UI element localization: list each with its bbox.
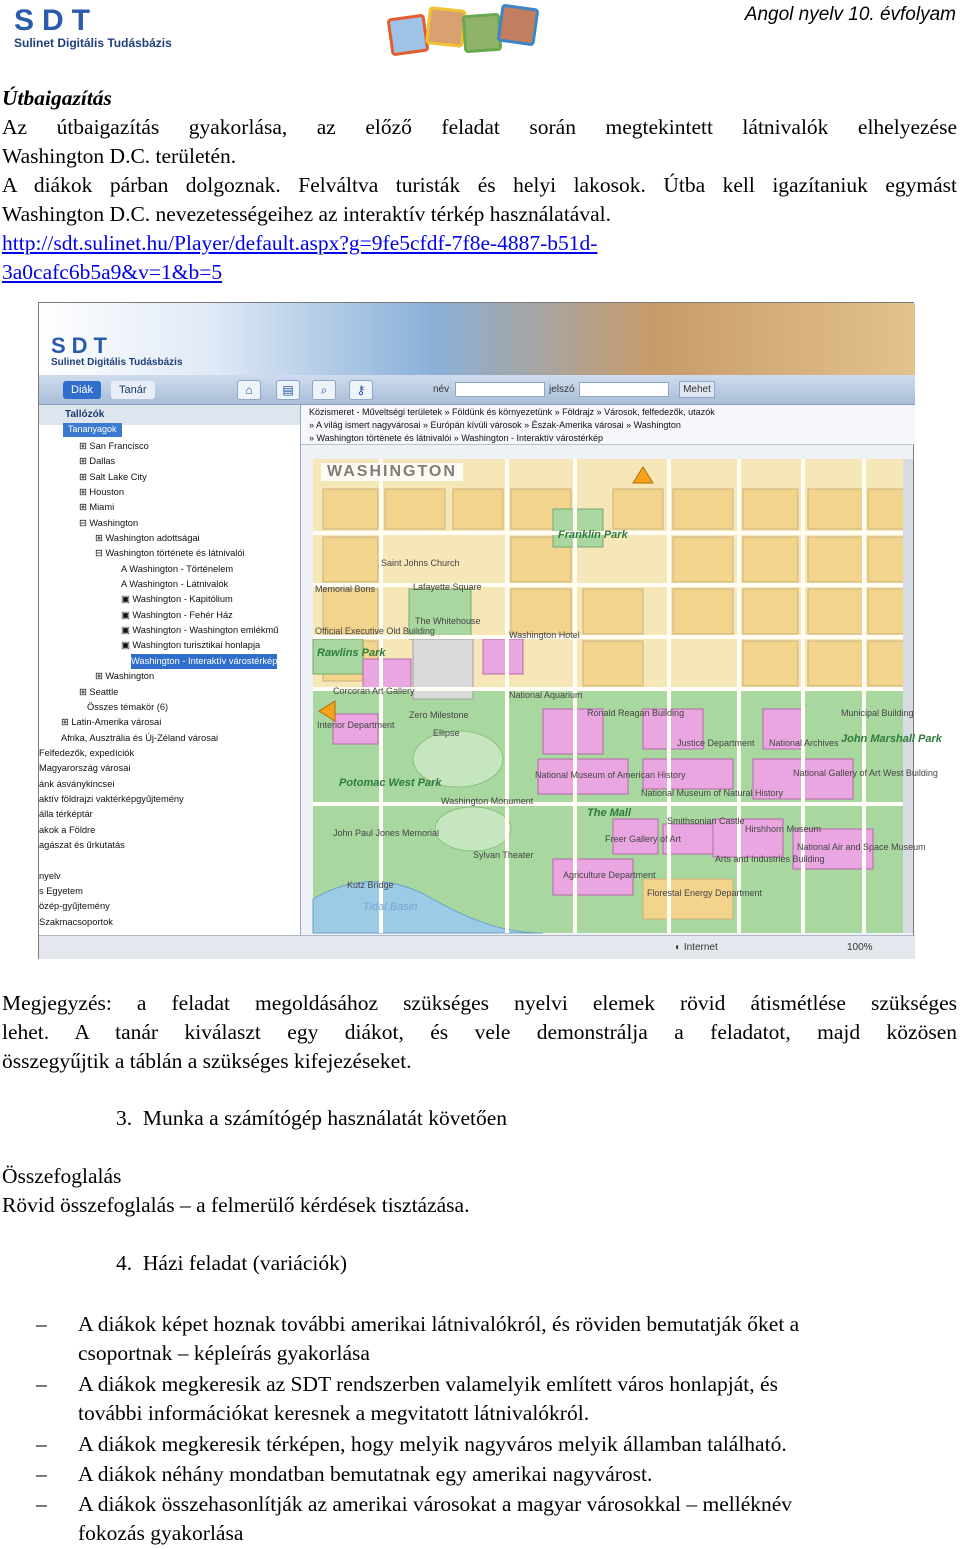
map-label[interactable]: Municipal Building [841, 708, 914, 718]
tree-item[interactable]: ⊞ Seattle [79, 686, 119, 697]
list-dash: – [36, 1312, 47, 1336]
map-label[interactable]: Arts and Industries Building [715, 854, 825, 864]
map-label[interactable]: Agriculture Department [563, 870, 656, 880]
document-icon[interactable]: ▤ [276, 380, 300, 400]
logo-subtitle: Sulinet Digitális Tudásbázis [14, 36, 172, 50]
tree-item[interactable]: álla térképtár [39, 809, 93, 820]
map-label[interactable]: Corcoran Art Gallery [333, 686, 415, 696]
list-item-line-2: fokozás gyakorlása [78, 1521, 244, 1545]
tree-item[interactable]: A Washington - Történelem [121, 563, 234, 574]
breadcrumb-line-3[interactable]: » Washington története és látnivalói » Washington - Interaktív várostérkép [309, 433, 603, 443]
map-label[interactable]: National Air and Space Museum [797, 842, 926, 852]
name-input[interactable] [455, 382, 545, 397]
map-label[interactable]: Washington Hotel [509, 630, 580, 640]
tree-item[interactable]: ▣ Washington - Kapitólium [121, 594, 233, 605]
map-label[interactable]: Kutz Bridge [347, 880, 394, 890]
tree-item[interactable]: ▣ Washington turisztikai honlapja [121, 640, 261, 651]
tree-item[interactable]: ánk ásványkincsei [39, 778, 115, 789]
panel-title: Tallózók [39, 405, 300, 425]
content-panel [301, 405, 942, 935]
player-toolbar [39, 375, 915, 405]
tree-item[interactable] [39, 853, 301, 868]
course-title: Angol nyelv 10. évfolyam [744, 4, 956, 25]
tree-item[interactable]: ⊞ Washington adottságai [95, 533, 200, 544]
tab-diak[interactable]: Diák [63, 381, 101, 399]
summary-text: Rövid összefoglalás – a felmerülő kérdések tisztázása. [2, 1193, 470, 1217]
home-icon[interactable]: ⌂ [237, 380, 261, 400]
list-dash: – [36, 1432, 47, 1456]
summary-title: Összefoglalás [2, 1164, 122, 1188]
tree-item[interactable]: Szakmacsoportok [39, 916, 113, 927]
tree-item[interactable]: ⊞ Washington [95, 671, 155, 682]
tree-item[interactable]: nyelv [39, 870, 61, 881]
tree-item[interactable]: ⊞ Miami [79, 502, 115, 513]
topic-tree [39, 439, 301, 930]
go-button[interactable]: Mehet [679, 381, 715, 398]
note-line-2: lehet. A tanár kiválaszt egy diákot, és vele demonstrálja a feladatot, majd közösen [2, 1020, 957, 1044]
browser-status-bar [39, 935, 915, 959]
tree-item[interactable]: ⊟ Washington [79, 517, 139, 528]
map-label[interactable]: Justice Department [677, 738, 755, 748]
url-link-line-1[interactable]: http://sdt.sulinet.hu/Player/default.aspx?g=9fe5cfdf-7f8e-4887-b51d- [2, 231, 598, 255]
list-item-line-2: további információkat keresnek a megvitatott látnivalókról. [78, 1401, 590, 1425]
list-dash: – [36, 1462, 47, 1486]
breadcrumb [301, 405, 915, 445]
tree-item[interactable]: ⊞ Salt Lake City [79, 471, 147, 482]
tree-item[interactable]: ⊞ Houston [79, 487, 125, 498]
name-label: név [433, 384, 450, 395]
sdt-logo [14, 4, 186, 52]
breadcrumb-line-1[interactable]: Közismeret - Műveltségi területek » Földünk és környezetünk » Földrajz » Városok, felfedezők, utazók [309, 407, 715, 417]
banner-subtitle: Sulinet Digitális Tudásbázis [51, 357, 183, 368]
tree-item[interactable]: Összes témakör (6) [87, 701, 169, 712]
list-item-line-1: A diákok megkeresik az SDT rendszerben valamelyik említett város honlapját, és [78, 1372, 778, 1396]
map-label[interactable]: Potomac West Park [339, 777, 442, 789]
banner-logo: SDT [51, 333, 113, 358]
note-line-1: Megjegyzés: a feladat megoldásához szükséges nyelvi elemek rövid átismétlése szükséges [2, 991, 957, 1015]
tree-item[interactable]: agászat és űrkutatás [39, 839, 125, 850]
tree-item[interactable]: ⊞ San Francisco [79, 441, 149, 451]
map-label[interactable]: Ellipse [433, 728, 460, 738]
list-item-line-1: A diákok néhány mondatban bemutatnak egy amerikai nagyvárost. [78, 1462, 653, 1486]
tree-item[interactable]: ▣ Washington - Washington emlékmű [121, 625, 279, 636]
url-link-line-2[interactable]: 3a0cafc6b5a9&v=1&b=5 [2, 260, 223, 284]
sdt-player-screenshot [38, 302, 942, 959]
map-label[interactable]: Washington Monument [441, 796, 534, 806]
intro-paragraph [2, 113, 957, 171]
interactive-map[interactable] [313, 459, 942, 933]
key-icon[interactable]: ⚷ [349, 380, 373, 400]
map-label[interactable]: The Mall [587, 807, 632, 819]
intro-line-1: Az útbaigazítás gyakorlása, az előző feladat során megtekintett látnivalók elhelyezése [2, 115, 957, 139]
map-label[interactable]: Smithsonian Castle [667, 816, 745, 826]
map-label[interactable]: National Museum of Natural History [641, 788, 784, 798]
tree-item[interactable]: Felfedezők, expedíciók [39, 747, 135, 758]
map-label[interactable]: Tidal Basin [363, 901, 418, 913]
tree-item[interactable]: Magyarország városai [39, 763, 131, 774]
list-item-line-1: A diákok összehasonlítják az amerikai városokat a magyar városokkal – melléknév [78, 1492, 793, 1516]
map-label[interactable]: Hirshhorn Museum [745, 824, 822, 834]
map-label[interactable]: National Museum of American History [535, 770, 686, 780]
browser-panel [39, 405, 301, 935]
tree-item[interactable]: ▣ Washington - Fehér Ház [121, 609, 233, 620]
map-title: WASHINGTON [321, 463, 463, 481]
map-label[interactable]: Zero Milestone [409, 710, 469, 720]
tree-item[interactable]: Afrika, Ausztrália és Új-Zéland városai [61, 732, 219, 743]
tab-tanar[interactable]: Tanár [111, 381, 155, 399]
map-label[interactable]: John Marshall Park [841, 733, 942, 745]
map-label[interactable]: Memorial Bons [315, 584, 376, 594]
map-label[interactable]: Interior Department [317, 720, 395, 730]
map-label[interactable]: Lafayette Square [413, 582, 482, 592]
list-item-line-1: A diákok képet hoznak további amerikai látnivalókról, és röviden bemutatják őket a [78, 1312, 800, 1336]
search-icon[interactable]: ⌕ [312, 380, 336, 400]
section-title: Útbaigazítás [2, 86, 112, 110]
map-label[interactable]: Ronald Reagan Building [587, 708, 685, 718]
tree-item[interactable]: A Washington - Látnivalók [121, 579, 229, 590]
password-input[interactable] [579, 382, 669, 397]
map-label[interactable]: Florestal Energy Department [647, 888, 763, 898]
tab-tananyagok[interactable]: Tananyagok [63, 423, 122, 437]
pairs-line-1: A diákok párban dolgoznak. Felváltva turisták és helyi lakosok. Útba kell igazítaniuk egymást [2, 173, 957, 197]
map-label[interactable]: The Whitehouse [415, 616, 481, 626]
password-label: jelszó [549, 384, 575, 395]
tree-item[interactable]: s Egyetem [39, 885, 83, 896]
note-line-3: összegyűjtik a táblán a szükséges kifejezéseket. [2, 1049, 412, 1073]
tree-item[interactable]: aktív földrajzi vaktérképgyűjtemény [39, 793, 184, 804]
list-dash: – [36, 1372, 47, 1396]
player-url [2, 229, 957, 287]
pairs-line-2: Washington D.C. nevezetességeihez az interaktív térkép használatával. [2, 202, 611, 226]
status-zone: ◐ Internet [675, 942, 718, 953]
tree-item[interactable]: akok a Földre [39, 824, 96, 835]
tree-item[interactable]: ⊞ Latin-Amerika városai [61, 717, 162, 728]
list-item-line-2: csoportnak – képleírás gyakorlása [78, 1341, 370, 1365]
header-photo-strip [385, 2, 545, 64]
step-4-heading: 4. Házi feladat (variációk) [116, 1251, 347, 1275]
map-label[interactable]: Sylvan Theater [473, 850, 534, 860]
map-label[interactable]: Franklin Park [558, 529, 628, 541]
map-label[interactable]: Freer Gallery of Art [605, 834, 682, 844]
breadcrumb-line-2[interactable]: » A világ ismert nagyvárosai » Európán kívüli városok » Észak-Amerika városai » Washington [309, 420, 681, 430]
step-3-heading: 3. Munka a számítógép használatát követően [116, 1106, 508, 1130]
list-dash: – [36, 1492, 47, 1516]
tree-item-selected[interactable]: Washington - Interaktív várostérkép [131, 654, 277, 669]
tree-item[interactable]: özép-gyűjtemény [39, 901, 110, 912]
map-label[interactable]: National Aquarium [509, 690, 583, 700]
map-label[interactable]: Saint Johns Church [381, 558, 460, 568]
logo-text: SDT [14, 4, 98, 37]
map-label[interactable]: National Gallery of Art West Building [793, 768, 938, 778]
tree-item[interactable]: ⊞ Dallas [79, 456, 116, 467]
status-zoom[interactable]: 100% [847, 942, 873, 953]
map-label[interactable]: National Archives [769, 738, 839, 748]
tree-item[interactable]: ⊟ Washington története és látnivalói [95, 548, 245, 559]
note-paragraph [2, 989, 957, 1076]
map-label[interactable]: John Paul Jones Memorial [333, 828, 440, 838]
map-label[interactable]: Rawlins Park [317, 647, 386, 659]
player-banner [39, 303, 915, 375]
list-item-line-1: A diákok megkeresik térképen, hogy melyik nagyváros melyik államban található. [78, 1432, 787, 1456]
map-label[interactable]: Official Executive Old Building [315, 626, 435, 636]
intro-line-2: Washington D.C. területén. [2, 144, 237, 168]
pairs-paragraph [2, 171, 957, 229]
